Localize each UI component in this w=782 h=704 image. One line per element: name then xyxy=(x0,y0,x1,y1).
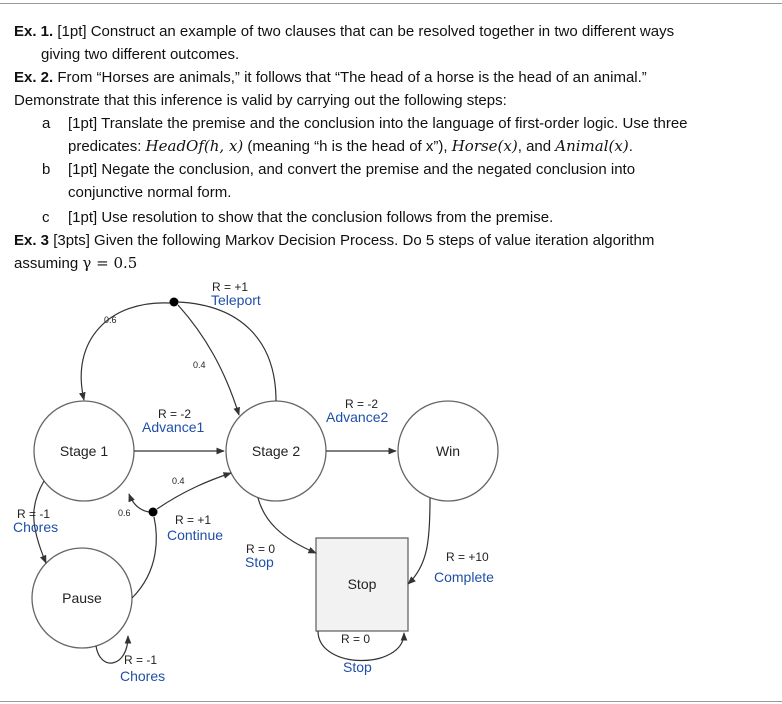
teleport-label: Teleport xyxy=(211,292,261,308)
ex2a-line1: [1pt] Translate the premise and the conclusion into the language of first-order logic. Use three xyxy=(68,115,688,132)
edge-teleport-to-stage2 xyxy=(178,305,239,415)
prob-continue-stage1: 0.6 xyxy=(118,508,131,518)
advance2-reward: R = -2 xyxy=(345,397,379,411)
ex2a-prefix: predicates: xyxy=(68,138,146,155)
edge-stage2-to-teleport xyxy=(178,302,276,401)
ex2a-marker: a xyxy=(42,115,51,132)
chores2-label: Chores xyxy=(120,668,166,684)
stop-label: Stop xyxy=(245,554,274,570)
ex2a-end: . xyxy=(628,138,633,155)
teleport-reward: R = +1 xyxy=(212,280,249,294)
edge-teleport-to-stage1 xyxy=(81,303,170,400)
chores2-reward: R = -1 xyxy=(124,653,158,667)
ex2a-mid: (meaning “h is the head of x”), xyxy=(243,138,452,155)
edge-continue-to-stage1 xyxy=(129,494,149,512)
ex2-line2: Demonstrate that this inference is valid by carrying out the following steps: xyxy=(14,92,507,109)
continue-reward: R = +1 xyxy=(175,513,212,527)
edge-pause-to-continue xyxy=(132,517,156,598)
state-stage2-label: Stage 2 xyxy=(251,443,301,459)
ex1-line2: giving two different outcomes. xyxy=(41,46,240,63)
prob-teleport-stage2: 0.4 xyxy=(193,360,206,370)
ex3-label: Ex. 3 xyxy=(14,232,50,249)
predicate-animal: Animal(x) xyxy=(555,137,629,155)
stop-loop-reward: R = 0 xyxy=(341,632,371,646)
stop-loop-label: Stop xyxy=(343,659,372,675)
advance1-label: Advance1 xyxy=(142,419,205,435)
ex2a-and: , and xyxy=(517,138,556,155)
state-stop-label: Stop xyxy=(347,576,377,592)
edge-continue-to-stage2 xyxy=(157,473,231,509)
predicate-horse: Horse(x) xyxy=(451,137,518,155)
ex3-prefix: assuming xyxy=(14,255,83,272)
ex2b-line1: [1pt] Negate the conclusion, and convert the premise and the negated conclusion into xyxy=(68,161,636,178)
ex2-text: From “Horses are animals,” it follows that “The head of a horse is the head of an animal.” xyxy=(53,69,647,86)
edge-complete xyxy=(408,498,430,584)
teleport-node xyxy=(170,298,179,307)
state-pause-label: Pause xyxy=(62,590,102,606)
state-stage1-label: Stage 1 xyxy=(59,443,109,459)
chores-reward: R = -1 xyxy=(17,507,51,521)
ex2b-marker: b xyxy=(42,161,51,178)
predicate-headof: HeadOf(h, x) xyxy=(145,137,244,155)
ex2c-marker: c xyxy=(42,209,50,226)
chores-label: Chores xyxy=(13,519,59,535)
state-win-label: Win xyxy=(435,443,461,459)
prob-continue-stage2: 0.4 xyxy=(172,476,185,486)
stop-reward: R = 0 xyxy=(246,542,276,556)
ex1-text: [1pt] Construct an example of two clauses that can be resolved together in two different ways xyxy=(53,23,675,40)
advance2-label: Advance2 xyxy=(326,409,389,425)
ex1-label: Ex. 1. xyxy=(14,23,54,40)
gamma-value: γ = 0.5 xyxy=(82,254,138,272)
complete-label: Complete xyxy=(434,569,494,585)
continue-node xyxy=(149,508,158,517)
ex2c-line1: [1pt] Use resolution to show that the conclusion follows from the premise. xyxy=(68,209,554,226)
continue-label: Continue xyxy=(167,527,224,543)
ex3-text: [3pts] Given the following Markov Decision Process. Do 5 steps of value iteration algorithm xyxy=(49,232,655,249)
ex2b-line2: conjunctive normal form. xyxy=(68,184,232,201)
prob-teleport-stage1: 0.6 xyxy=(104,315,117,325)
ex2-label: Ex. 2. xyxy=(14,69,54,86)
advance1-reward: R = -2 xyxy=(158,407,192,421)
complete-reward: R = +10 xyxy=(446,550,489,564)
